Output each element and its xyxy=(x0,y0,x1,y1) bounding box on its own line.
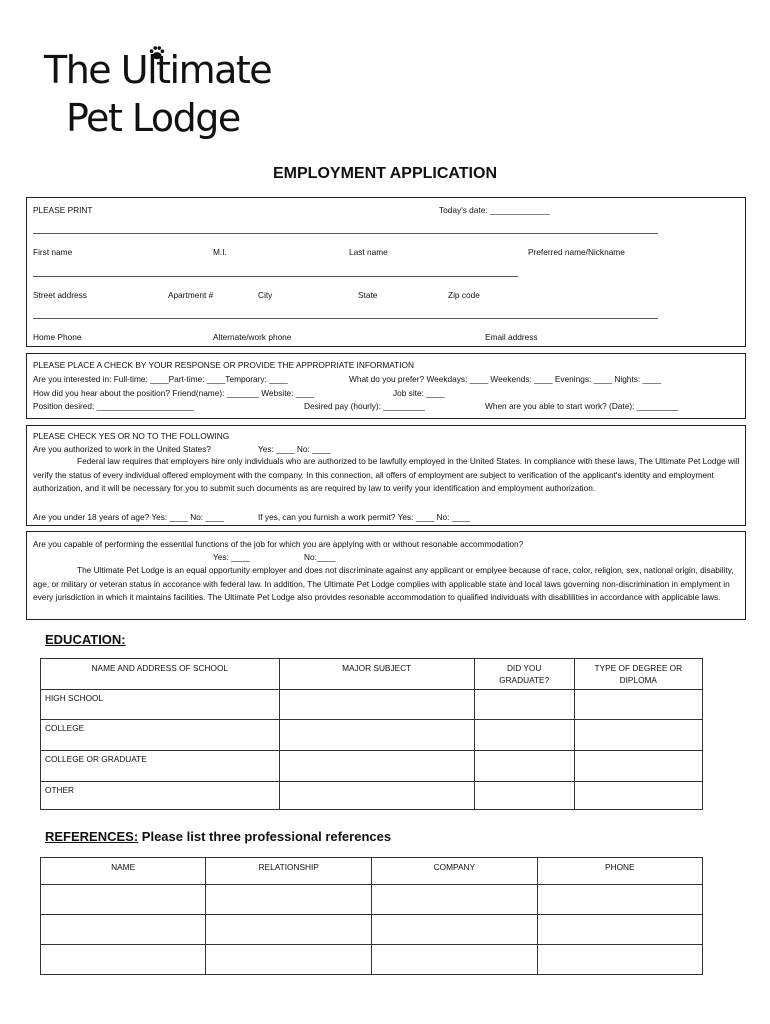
edu-header-degree: TYPE OF DEGREE OR DIPLOMA xyxy=(574,659,702,690)
work-permit-field[interactable]: If yes, can you furnish a work permit? Yes: ____ No: ____ xyxy=(258,512,471,522)
personal-info-section xyxy=(26,197,746,347)
mi-label: M.I. xyxy=(213,247,227,257)
start-work-field[interactable]: When are you able to start work? (Date): _________ xyxy=(485,401,679,411)
last-name-label: Last name xyxy=(349,247,388,257)
table-cell[interactable] xyxy=(537,915,702,945)
desired-pay-field[interactable]: Desired pay (hourly): _________ xyxy=(304,401,425,411)
table-row xyxy=(41,690,703,720)
city-label: City xyxy=(258,290,273,300)
edu-header-major: MAJOR SUBJECT xyxy=(279,659,474,690)
authorized-yes-no[interactable]: Yes: ____ No: ____ xyxy=(258,444,331,454)
references-heading: REFERENCES: Please list three professional references xyxy=(45,829,392,844)
prefer-field[interactable]: What do you prefer? Weekdays: ____ Weekends: ____ Evenings: ____ Nights: ____ xyxy=(349,374,661,384)
ref-header-phone: PHONE xyxy=(537,858,702,885)
table-cell[interactable] xyxy=(537,945,702,975)
position-desired-field[interactable]: Position desired: _____________________ xyxy=(33,401,194,411)
edu-row-label: COLLEGE OR GRADUATE xyxy=(41,751,280,782)
please-print-label: PLEASE PRINT xyxy=(33,205,93,215)
logo-line-1: The Ultimate xyxy=(44,48,272,92)
table-cell[interactable] xyxy=(574,782,702,810)
table-cell[interactable] xyxy=(372,885,538,915)
edu-header-graduate: DID YOU GRADUATE? xyxy=(474,659,574,690)
table-cell[interactable] xyxy=(41,915,206,945)
references-table xyxy=(40,857,703,975)
preferred-name-label: Preferred name/Nickname xyxy=(528,247,625,257)
references-subheading: Please list three professional references xyxy=(138,829,392,844)
zip-label: Zip code xyxy=(448,290,480,300)
table-cell[interactable] xyxy=(41,945,206,975)
alt-phone-label: Alternate/work phone xyxy=(213,332,292,342)
ref-header-company: COMPANY xyxy=(372,858,538,885)
table-cell[interactable] xyxy=(372,945,538,975)
table-row xyxy=(41,915,703,945)
authorized-question: Are you authorized to work in the United States? xyxy=(33,444,212,454)
email-label: Email address xyxy=(485,332,538,342)
todays-date-field[interactable]: Today's date: _____________ xyxy=(439,205,550,215)
table-cell[interactable] xyxy=(574,720,702,751)
edu-row-label: COLLEGE xyxy=(41,720,280,751)
table-cell[interactable] xyxy=(474,690,574,720)
table-cell[interactable] xyxy=(372,915,538,945)
interested-field[interactable]: Are you interested in: Full-time: ____Part-time: ____Temporary: ____ xyxy=(33,374,288,384)
page-title: EMPLOYMENT APPLICATION xyxy=(273,165,497,182)
table-cell[interactable] xyxy=(41,885,206,915)
edu-row-label: HIGH SCHOOL xyxy=(41,690,280,720)
home-phone-label: Home Phone xyxy=(33,332,82,342)
table-row xyxy=(41,720,703,751)
edu-row-label: OTHER xyxy=(41,782,280,810)
phone-line[interactable] xyxy=(33,318,658,319)
job-site-field[interactable]: Job site: ____ xyxy=(393,388,445,398)
table-cell[interactable] xyxy=(574,751,702,782)
capability-yes[interactable]: Yes: ____ xyxy=(213,552,250,562)
ref-header-name: NAME xyxy=(41,858,206,885)
table-row xyxy=(41,945,703,975)
table-cell[interactable] xyxy=(279,720,474,751)
education-table xyxy=(40,658,703,810)
eeo-statement: The Ultimate Pet Lodge is an equal opportunity employer and does not discriminate against any applicant or emplyee because of race, color, religion, sex, national origin, disability, age, or military or veteran status in accorance with federal law. In addition, The Ultimate Pet Lodge complies with applicable state and local laws governing non-discrimination in emplyment in every jurisdiction in which it maintains facilities. The Ultimate Pet Lodge also provides resonable accommodation to qualified individuals with disablilities in accordance with applicable laws. xyxy=(33,565,734,602)
company-logo xyxy=(44,44,272,154)
apartment-label: Apartment # xyxy=(168,290,214,300)
table-cell[interactable] xyxy=(279,690,474,720)
edu-header-school: NAME AND ADDRESS OF SCHOOL xyxy=(41,659,280,690)
ref-header-relationship: RELATIONSHIP xyxy=(206,858,372,885)
state-label: State xyxy=(358,290,378,300)
table-cell[interactable] xyxy=(206,945,372,975)
table-row xyxy=(41,885,703,915)
table-cell[interactable] xyxy=(574,690,702,720)
table-cell[interactable] xyxy=(206,915,372,945)
table-cell[interactable] xyxy=(537,885,702,915)
table-cell[interactable] xyxy=(206,885,372,915)
table-cell[interactable] xyxy=(474,751,574,782)
hear-field[interactable]: How did you hear about the position? Friend(name): _______ Website: ____ xyxy=(33,388,315,398)
eligibility-heading: PLEASE CHECK YES OR NO TO THE FOLLOWING xyxy=(33,431,230,441)
table-cell[interactable] xyxy=(279,782,474,810)
logo-line-2: Pet Lodge xyxy=(66,96,240,140)
federal-law-text: Federal law requires that employers hire only individuals who are authorized to be lawfully employed in the United States. In compliance with these laws, The Ultimate Pet Lodge will verify the status of every individual offered employment with the company. In this connection, all offers of employment are subject to verification of the applicant's identity and employment authorization, and it will be necessary for you to submit such documents as are required by law to verify your identification and employment authorization. xyxy=(33,456,740,493)
education-heading: EDUCATION: xyxy=(45,632,126,647)
under-18-field[interactable]: Are you under 18 years of age? Yes: ____ No: ____ xyxy=(33,512,224,522)
address-line[interactable] xyxy=(33,276,518,277)
capability-no[interactable]: No:____ xyxy=(304,552,336,562)
position-heading: PLEASE PLACE A CHECK BY YOUR RESPONSE OR PROVIDE THE APPROPRIATE INFORMATION xyxy=(33,360,414,370)
table-row xyxy=(41,751,703,782)
name-line[interactable] xyxy=(33,233,658,234)
table-cell[interactable] xyxy=(474,720,574,751)
table-cell[interactable] xyxy=(474,782,574,810)
table-row xyxy=(41,782,703,810)
street-label: Street address xyxy=(33,290,87,300)
table-cell[interactable] xyxy=(279,751,474,782)
capability-question: Are you capable of performing the essential functions of the job for which you are applying with or without resonable accommodation? xyxy=(33,539,524,549)
first-name-label: First name xyxy=(33,247,73,257)
